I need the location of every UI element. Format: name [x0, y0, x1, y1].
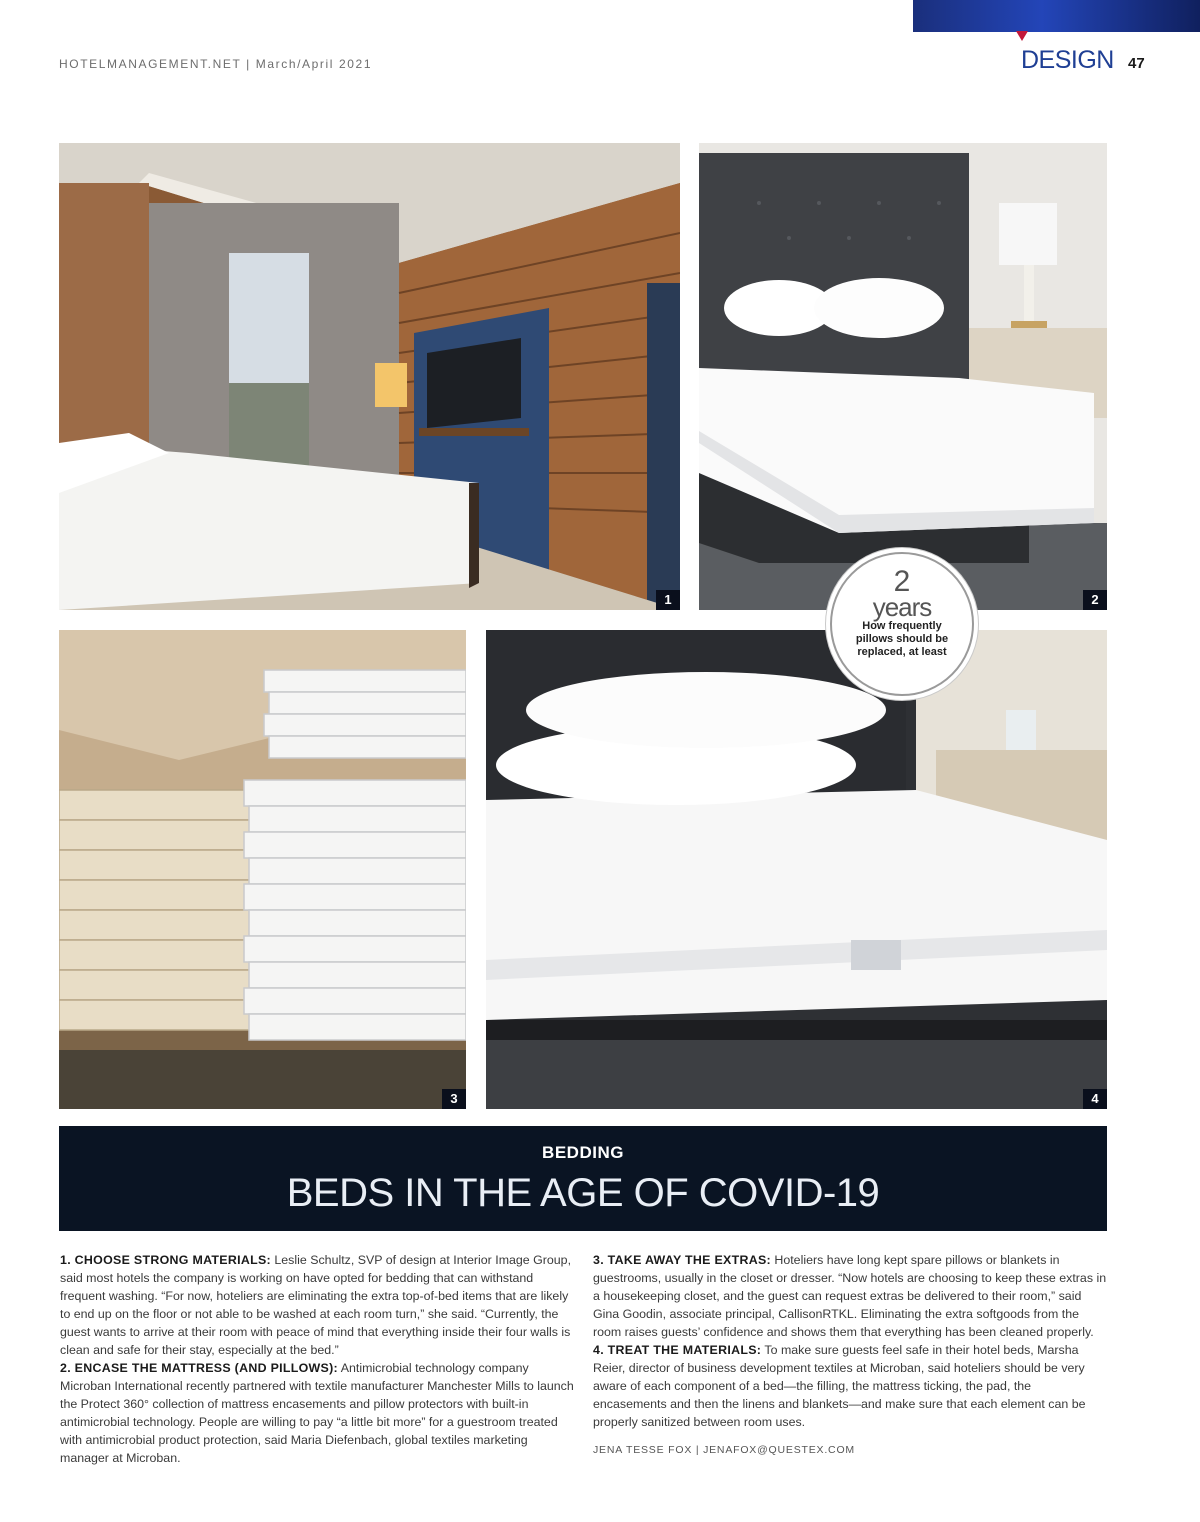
- photo-number-badge: 3: [442, 1089, 466, 1109]
- paragraph-text: Hoteliers have long kept spare pillows or blankets in guestrooms, usually in the closet or dresser. “Now hotels are choosing to keep these extras in a housekeeping closet, and the guest can request extras be delivered to their room,” said Gina Goodin, associate principal, CallisonRTKL. Eliminating the extra softgoods from the room raises guests’ confidence and shows them that everything has been cleaned properly.: [593, 1253, 1107, 1339]
- photo-number-badge: 4: [1083, 1089, 1107, 1109]
- photo-number-badge: 2: [1083, 590, 1107, 610]
- stat-unit: years: [872, 592, 932, 622]
- paragraph-lead: 1. CHOOSE STRONG MATERIALS:: [60, 1253, 271, 1267]
- paragraph-lead: 2. ENCASE THE MATTRESS (AND PILLOWS):: [60, 1361, 338, 1375]
- article-kicker: BEDDING: [542, 1143, 624, 1162]
- photo-pillows-encasement: [486, 630, 1107, 1109]
- paragraph-text: Antimicrobial technology company Microban International recently partnered with textile manufacturer Manchester Mills to launch the Protect 360° collection of mattress encasements and pillow protectors with built-in antimicrobial technology. People are willing to pay “a little bit more” for a guestroom treated with antimicrobial product protection, said Maria Diefenbach, global textiles marketing manager at Microban.: [60, 1361, 574, 1465]
- masthead: HOTELMANAGEMENT.NET | March/April 2021: [59, 57, 373, 71]
- article-column-right: [593, 1251, 1108, 1459]
- article-banner: [59, 1126, 1107, 1231]
- section-marker-triangle: [1016, 31, 1028, 41]
- article-headline: BEDS IN THE AGE OF COVID-19: [286, 1171, 880, 1215]
- section-title: DESIGN: [1021, 46, 1114, 74]
- photo-encased-mattress-room: [699, 143, 1107, 610]
- article-column-left: [60, 1251, 575, 1467]
- article-paragraph: [593, 1251, 1108, 1341]
- photo-number-badge: 1: [656, 590, 680, 610]
- page-number: 47: [1128, 55, 1145, 72]
- photo-linen-stacks: [59, 630, 466, 1109]
- article-paragraph: [593, 1341, 1108, 1431]
- stat-callout: [830, 552, 974, 696]
- paragraph-text: To make sure guests feel safe in their hotel beds, Marsha Reier, director of business development textiles at Microban, said hoteliers should be very aware of each component of a bed—the filling, the mattress ticking, the pad, the encasements and then the linens and blankets—and make sure that each element can be properly sanitized between room uses.: [593, 1343, 1086, 1429]
- paragraph-lead: 3. TAKE AWAY THE EXTRAS:: [593, 1253, 771, 1267]
- header-color-bar: [913, 0, 1200, 32]
- byline: JENA TESSE FOX | JENAFOX@QUESTEX.COM: [593, 1444, 855, 1456]
- paragraph-lead: 4. TREAT THE MATERIALS:: [593, 1343, 762, 1357]
- stat-number: 2: [893, 565, 911, 598]
- paragraph-text: Leslie Schultz, SVP of design at Interior Image Group, said most hotels the company is working on have opted for bedding that can withstand frequent washing. “For now, hoteliers are eliminating the extra top-of-bed items that are likely to end up on the floor or not able to be washed at each room turn,” she said. “Currently, the guest wants to arrive at their room with peace of mind that everything inside their four walls is clean and safe for their stay, especially at the bed.”: [60, 1253, 572, 1357]
- article-paragraph: [60, 1359, 575, 1467]
- article-paragraph: [60, 1251, 575, 1359]
- photo-hotel-room: [59, 143, 680, 610]
- stat-caption: How frequently pillows should be replaced, at least: [855, 620, 949, 658]
